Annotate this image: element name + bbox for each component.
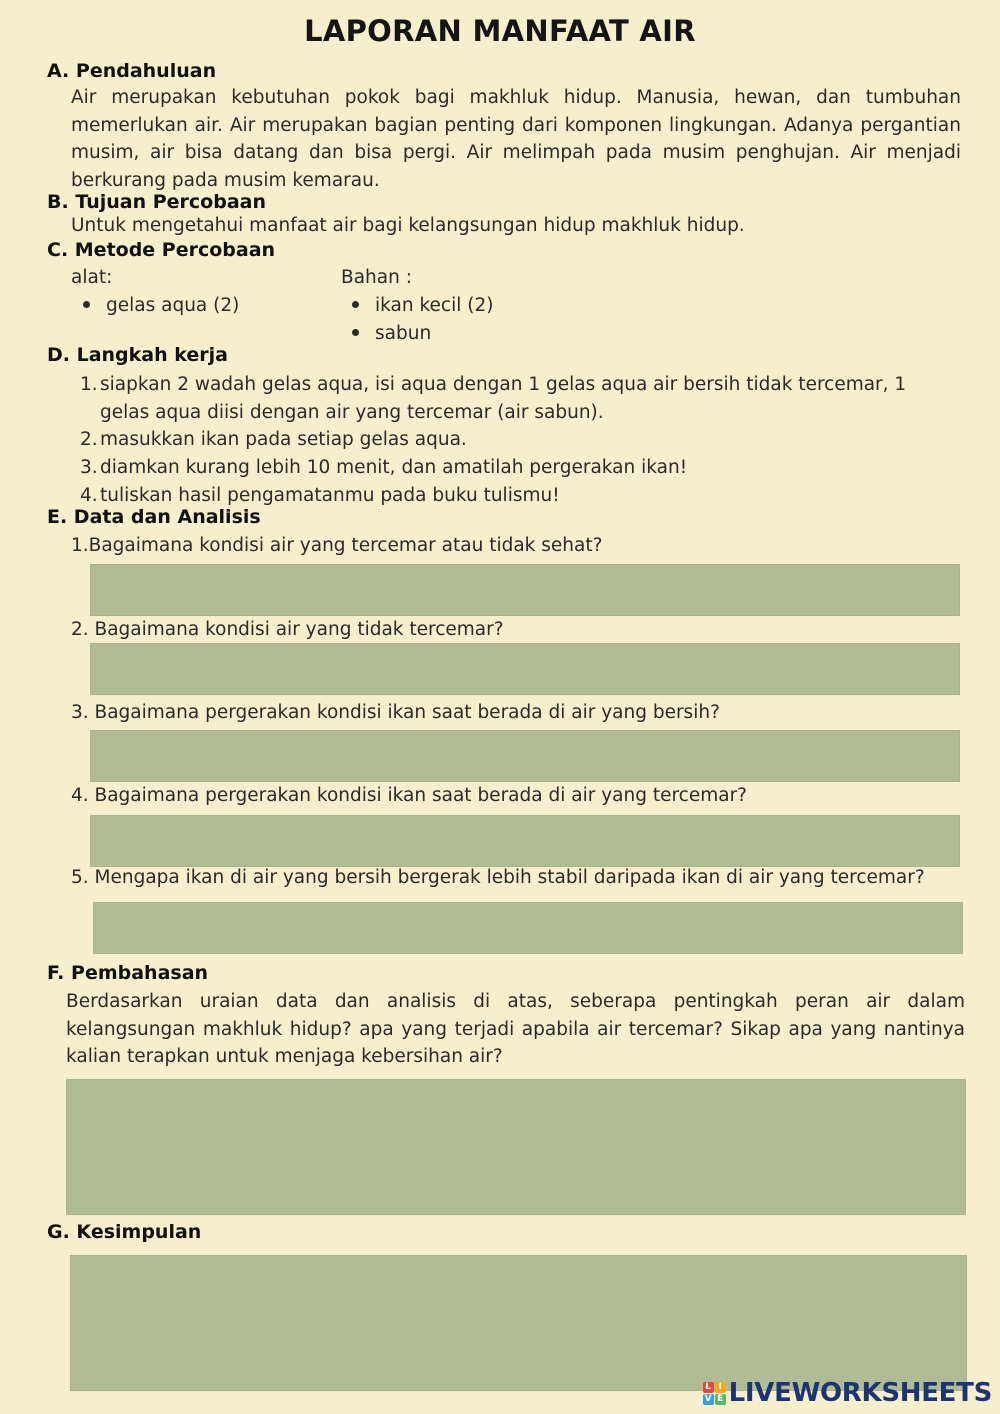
logo-letter: V (703, 1394, 714, 1405)
step-item (80, 454, 960, 482)
bahan-item-text: sabun (375, 323, 432, 344)
alat-item-text: gelas aqua (2) (106, 295, 240, 316)
logo-letter: E (715, 1394, 726, 1405)
question-2: 2. Bagaimana kondisi air yang tidak tercemar? (71, 619, 504, 640)
answer-box-1[interactable] (90, 564, 960, 616)
brand-text: LIVEWORKSHEETS (728, 1378, 992, 1408)
question-4: 4. Bagaimana pergerakan kondisi ikan saat berada di air yang tercemar? (71, 785, 747, 806)
step-number: 2. (80, 429, 98, 450)
step-number: 1. (80, 374, 98, 395)
bullet-dot (352, 329, 359, 336)
bahan-item (352, 323, 431, 344)
logo-icon (703, 1382, 726, 1405)
logo-letter: L (703, 1382, 714, 1393)
step-text: diamkan kurang lebih 10 menit, dan amatilah pergerakan ikan! (100, 457, 688, 478)
question-1: 1.Bagaimana kondisi air yang tercemar atau tidak sehat? (71, 535, 603, 556)
bahan-item (352, 295, 493, 316)
bullet-dot (352, 301, 359, 308)
heading-metode: C. Metode Percobaan (47, 239, 276, 261)
tujuan-text: Untuk mengetahui manfaat air bagi kelangsungan hidup makhluk hidup. (71, 215, 745, 236)
heading-pembahasan: F. Pembahasan (47, 962, 209, 984)
step-item (80, 371, 960, 426)
question-3: 3. Bagaimana pergerakan kondisi ikan saat berada di air yang bersih? (71, 702, 720, 723)
step-text: tuliskan hasil pengamatanmu pada buku tulismu! (100, 485, 560, 506)
step-text: siapkan 2 wadah gelas aqua, isi aqua dengan 1 gelas aqua air bersih tidak tercemar, 1 gelas aqua diisi dengan air yang tercemar (air sabun). (100, 374, 907, 423)
pembahasan-text: Berdasarkan uraian data dan analisis di atas, seberapa pentingkah peran air dalam kelangsungan makhluk hidup? apa yang terjadi apabila air tercemar? Sikap apa yang nantinya kalian terapkan untuk menjaga kebersihan air? (66, 991, 965, 1067)
heading-tujuan: B. Tujuan Percobaan (47, 191, 266, 213)
answer-box-3[interactable] (90, 730, 960, 782)
bullet-dot (83, 301, 90, 308)
bahan-item-text: ikan kecil (2) (375, 295, 494, 316)
pendahuluan-text: Air merupakan kebutuhan pokok bagi makhluk hidup. Manusia, hewan, dan tumbuhan memerlukan air. Air merupakan bagian penting dari komponen lingkungan. Adanya pergantian musim, air bisa datang dan bisa pergi. Air melimpah pada musim penghujan. Air menjadi berkurang pada musim kemarau. (71, 87, 961, 191)
answer-box-2[interactable] (90, 643, 960, 695)
bahan-label: Bahan : (341, 267, 412, 288)
heading-pendahuluan: A. Pendahuluan (47, 60, 217, 82)
answer-box-pembahasan[interactable] (66, 1079, 966, 1215)
page-title: LAPORAN MANFAAT AIR (304, 14, 696, 48)
step-number: 3. (80, 457, 98, 478)
heading-langkah: D. Langkah kerja (47, 344, 228, 366)
alat-item (83, 295, 239, 316)
logo-letter: I (715, 1382, 726, 1393)
heading-kesimpulan: G. Kesimpulan (47, 1221, 202, 1243)
step-item (80, 426, 960, 454)
answer-box-kesimpulan[interactable] (70, 1255, 967, 1391)
answer-box-5[interactable] (93, 902, 963, 954)
question-5: 5. Mengapa ikan di air yang bersih bergerak lebih stabil daripada ikan di air yang tercemar? (71, 867, 925, 888)
heading-data-analisis: E. Data dan Analisis (47, 506, 261, 528)
alat-label: alat: (71, 267, 113, 288)
liveworksheets-logo (703, 1376, 992, 1410)
step-text: masukkan ikan pada setiap gelas aqua. (100, 429, 467, 450)
step-number: 4. (80, 485, 98, 506)
answer-box-4[interactable] (90, 815, 960, 867)
